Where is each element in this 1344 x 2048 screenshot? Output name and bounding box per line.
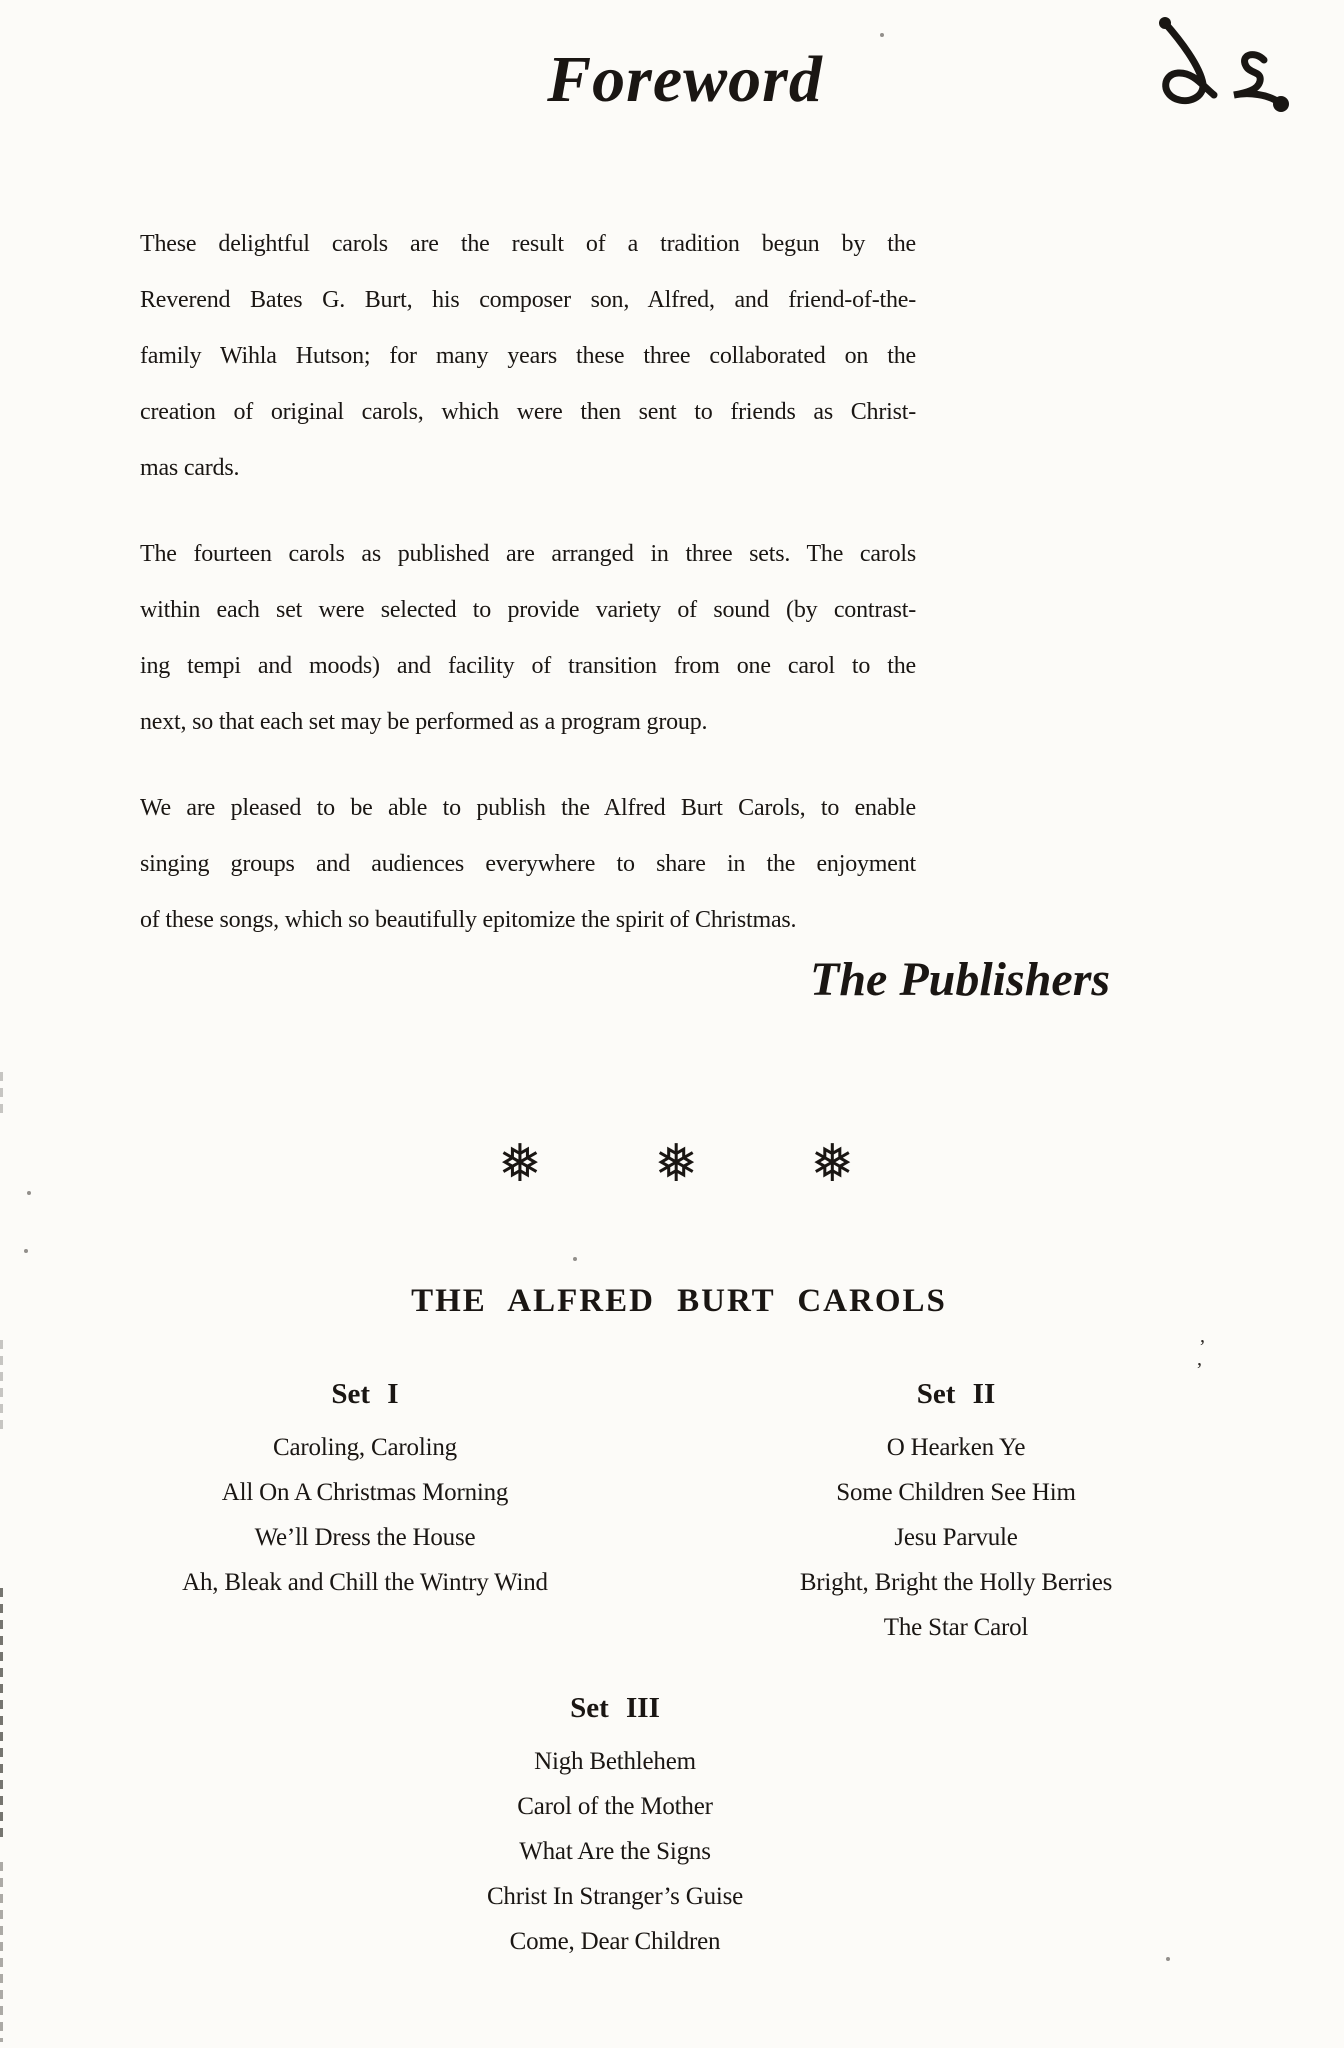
carol-item: O Hearken Ye [886,1434,1026,1461]
foreword-line: ing tempi and moods) and facility of transition from one carol to the [140,653,916,679]
foreword-line: next, so that each set may be performed as a program group. [140,709,708,735]
handwritten-mark-icon [1148,8,1298,120]
snowflake-icon: ❅ [810,1134,854,1194]
carol-item: Nigh Bethlehem [534,1748,696,1775]
foreword-line: creation of original carols, which were then sent to friends as Christ- [140,399,916,425]
carol-item: All On A Christmas Morning [221,1479,509,1506]
set-column-2 [676,1378,1236,1650]
scan-edge-artifact [0,1340,3,1436]
carol-item: Christ In Stranger’s Guise [486,1883,744,1910]
carol-item: Bright, Bright the Holly Berries [799,1569,1113,1596]
foreword-body [140,216,916,978]
foreword-line: We are pleased to be able to publish the Alfred Burt Carols, to enable [140,795,916,821]
scan-speck [573,1257,577,1261]
foreword-paragraph [140,526,916,750]
carol-item: What Are the Signs [519,1838,711,1865]
carol-item: Ah, Bleak and Chill the Wintry Wind [182,1569,548,1596]
foreword-line: within each set were selected to provide variety of sound (by contrast- [140,597,916,623]
carol-item: Come, Dear Children [509,1928,721,1955]
set-column-3 [335,1692,895,1964]
carol-item: The Star Carol [883,1614,1029,1641]
foreword-line: singing groups and audiences everywhere to share in the enjoyment [140,851,916,877]
set-heading: Set I [331,1378,399,1410]
foreword-line: These delightful carols are the result of a tradition begun by the [140,231,916,257]
page-title: Foreword [547,43,823,116]
carol-item: Some Children See Him [836,1479,1076,1506]
snowflake-ornament-row [498,1134,854,1194]
scan-tick-artifact: ’ [1196,1359,1203,1381]
foreword-line: of these songs, which so beautifully epitomize the spirit of Christmas. [140,907,797,933]
snowflake-icon: ❅ [498,1134,542,1194]
scan-tick-artifact: ’ [1199,1336,1206,1358]
foreword-line: The fourteen carols as published are arranged in three sets. The carols [140,541,916,567]
carol-item: Jesu Parvule [894,1524,1018,1551]
scan-speck [27,1191,31,1195]
foreword-line: family Wihla Hutson; for many years these three collaborated on the [140,343,916,369]
scan-speck [24,1249,28,1253]
set-heading: Set II [916,1378,996,1410]
carol-item: Caroling, Caroling [273,1434,457,1461]
snowflake-icon: ❅ [654,1134,698,1194]
carol-item: Carol of the Mother [517,1793,713,1820]
scan-edge-artifact [0,1072,3,1118]
carol-item: We’ll Dress the House [254,1524,476,1551]
scan-edge-artifact [0,1862,3,2042]
scan-speck [880,33,884,37]
carols-heading: THE ALFRED BURT CAROLS [411,1283,947,1319]
set-column-1 [85,1378,645,1605]
foreword-line: mas cards. [140,455,240,481]
foreword-paragraph [140,216,916,496]
set-heading: Set III [570,1692,660,1724]
foreword-line: Reverend Bates G. Burt, his composer son, Alfred, and friend-of-the- [140,287,916,313]
scan-edge-artifact [0,1588,3,1840]
scan-speck [1166,1957,1170,1961]
foreword-paragraph [140,780,916,948]
publishers-signature: The Publishers [810,953,1111,1006]
